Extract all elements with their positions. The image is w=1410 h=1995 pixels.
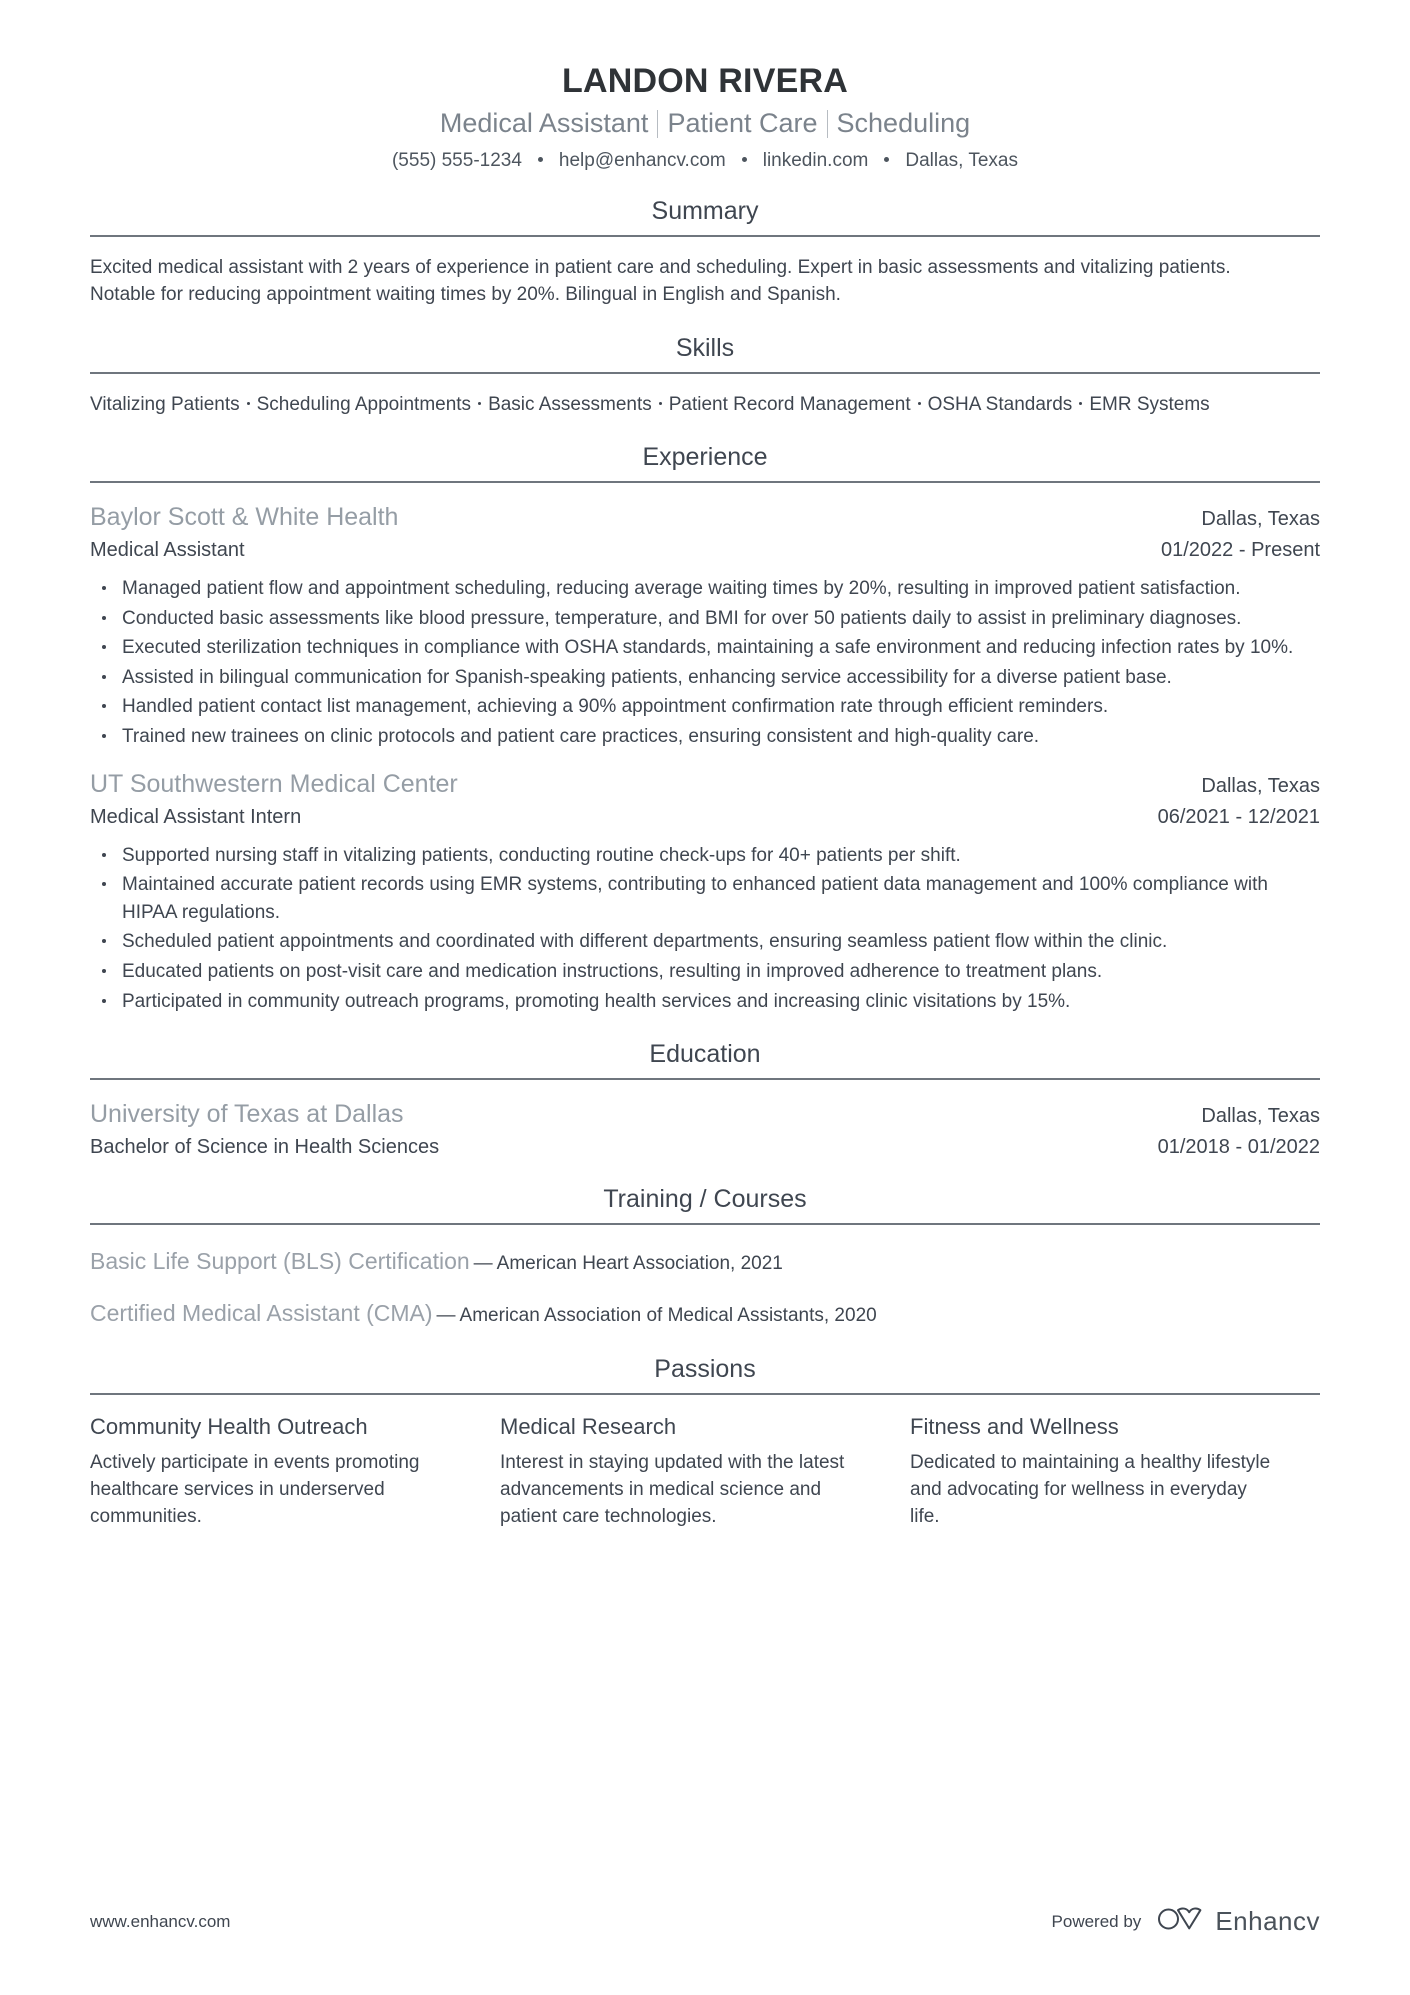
skill-item: Vitalizing Patients	[90, 393, 240, 415]
employer-location: Dallas, Texas	[1201, 508, 1320, 531]
section-divider	[90, 1078, 1320, 1080]
section-heading-training: Training / Courses	[603, 1184, 807, 1213]
section-summary	[90, 196, 1320, 309]
contact-location: Dallas, Texas	[905, 149, 1018, 171]
headline-part-1: Medical Assistant	[439, 108, 649, 139]
section-heading-experience: Experience	[642, 443, 768, 472]
passion-title: Community Health Outreach	[90, 1413, 368, 1439]
separator-dot-icon	[478, 402, 481, 405]
section-heading-education: Education	[649, 1040, 761, 1069]
degree-name: Bachelor of Science in Health Sciences	[90, 1135, 440, 1158]
enhancv-logo-icon	[1157, 1906, 1203, 1937]
powered-by-label: Powered by	[1051, 1911, 1142, 1931]
section-heading-passions: Passions	[654, 1354, 756, 1383]
entry-header-row	[90, 768, 1320, 801]
entry-subheader-row	[90, 804, 1320, 830]
achievement-item: Handled patient contact list management, achieving a 90% appointment confirmation rate through efficient reminders.	[90, 693, 1320, 721]
entry-subheader-row	[90, 537, 1320, 563]
skills-list	[90, 391, 1320, 419]
achievement-item: Assisted in bilingual communication for Spanish-speaking patients, enhancing service accessibility for a diverse patient base.	[90, 664, 1320, 692]
separator-dot-icon	[742, 157, 747, 162]
passion-item	[500, 1413, 910, 1532]
achievement-item: Managed patient flow and appointment scheduling, reducing average waiting times by 20%, resulting in improved patient satisfaction.	[90, 575, 1320, 603]
passions-grid	[90, 1413, 1320, 1532]
passion-description: Dedicated to maintaining a healthy lifestyle and advocating for wellness in everyday life.	[910, 1452, 1271, 1528]
school-name: University of Texas at Dallas	[90, 1100, 404, 1129]
employment-dates: 06/2021 - 12/2021	[1157, 805, 1320, 828]
page-title: LANDON RIVERA	[562, 62, 848, 100]
course-item	[90, 1297, 1320, 1330]
summary-text: Excited medical assistant with 2 years of experience in patient care and scheduling. Expert in basic assessments and vitalizing patients. Notable for reducing appointment waiting times by 20%. Bilingual in English and Spanish.	[90, 256, 1231, 306]
section-divider	[90, 1223, 1320, 1225]
achievement-item: Participated in community outreach programs, promoting health services and increasing clinic visitations by 15%.	[90, 988, 1320, 1016]
experience-entry	[90, 768, 1320, 1015]
passion-item	[90, 1413, 500, 1532]
enhancv-brand	[1157, 1906, 1320, 1937]
section-education	[90, 1039, 1320, 1160]
skill-item: OSHA Standards	[927, 393, 1073, 415]
passion-description: Actively participate in events promoting healthcare services in underserved communities.	[90, 1452, 420, 1528]
contact-info	[90, 150, 1320, 172]
achievement-list	[90, 575, 1320, 750]
contact-phone: (555) 555-1234	[391, 149, 522, 171]
enhancv-brand-name: Enhancv	[1215, 1906, 1320, 1936]
separator-dot-icon	[918, 402, 921, 405]
course-item	[90, 1245, 1320, 1278]
section-heading-skills: Skills	[675, 333, 735, 362]
separator-dot-icon	[1079, 402, 1082, 405]
achievement-item: Trained new trainees on clinic protocols and patient care practices, ensuring consistent and high-quality care.	[90, 723, 1320, 751]
achievement-item: Conducted basic assessments like blood pressure, temperature, and BMI for over 50 patients daily to assist in preliminary diagnoses.	[90, 605, 1320, 633]
skill-item: Basic Assessments	[488, 393, 652, 415]
employer-location: Dallas, Texas	[1201, 775, 1320, 798]
headline-part-3: Scheduling	[836, 108, 971, 139]
section-passions	[90, 1354, 1320, 1532]
passion-description: Interest in staying updated with the latest advancements in medical science and patient care technologies.	[500, 1452, 845, 1528]
employer-name: Baylor Scott & White Health	[90, 503, 399, 532]
headline-part-2: Patient Care	[667, 108, 818, 139]
section-experience	[90, 442, 1320, 1015]
achievement-item: Educated patients on post-visit care and medication instructions, resulting in improved adherence to treatment plans.	[90, 958, 1320, 986]
course-dash-separator: —	[436, 1305, 456, 1327]
job-title: Medical Assistant	[90, 538, 245, 561]
course-provider: American Heart Association, 2021	[496, 1252, 783, 1274]
passion-title: Medical Research	[500, 1413, 677, 1439]
entry-subheader-row	[90, 1134, 1320, 1160]
experience-entry	[90, 501, 1320, 750]
separator-dot-icon	[884, 157, 889, 162]
separator-dot-icon	[538, 157, 543, 162]
employment-dates: 01/2022 - Present	[1161, 538, 1320, 561]
page-footer	[90, 1906, 1320, 1937]
contact-linkedin[interactable]: linkedin.com	[762, 149, 869, 171]
entry-header-row	[90, 501, 1320, 534]
footer-branding	[1052, 1906, 1320, 1937]
course-dash-separator: —	[473, 1252, 493, 1274]
course-name: Certified Medical Assistant (CMA)	[90, 1300, 433, 1327]
section-training	[90, 1184, 1320, 1330]
section-skills	[90, 333, 1320, 419]
education-entries	[90, 1098, 1320, 1160]
education-entry	[90, 1098, 1320, 1160]
employer-name: UT Southwestern Medical Center	[90, 770, 458, 799]
passion-title: Fitness and Wellness	[910, 1413, 1119, 1439]
section-divider	[90, 372, 1320, 374]
education-dates: 01/2018 - 01/2022	[1157, 1135, 1320, 1158]
skill-item: EMR Systems	[1089, 393, 1210, 415]
professional-headline	[90, 107, 1320, 141]
separator-dot-icon	[659, 402, 662, 405]
achievement-item: Executed sterilization techniques in compliance with OSHA standards, maintaining a safe environment and reducing infection rates by 10%.	[90, 634, 1320, 662]
section-divider	[90, 481, 1320, 483]
training-entries	[90, 1245, 1320, 1330]
achievement-list	[90, 842, 1320, 1015]
school-location: Dallas, Texas	[1201, 1105, 1320, 1128]
experience-entries	[90, 501, 1320, 1015]
footer-website-url[interactable]: www.enhancv.com	[90, 1911, 231, 1931]
skill-item: Scheduling Appointments	[256, 393, 472, 415]
achievement-item: Supported nursing staff in vitalizing patients, conducting routine check-ups for 40+ patients per shift.	[90, 842, 1320, 870]
achievement-item: Maintained accurate patient records using EMR systems, contributing to enhanced patient data management and 100% compliance with HIPAA regulations.	[90, 871, 1320, 926]
section-divider	[90, 1393, 1320, 1395]
job-title: Medical Assistant Intern	[90, 805, 302, 828]
resume-header	[90, 0, 1320, 172]
achievement-item: Scheduled patient appointments and coordinated with different departments, ensuring seamless patient flow within the clinic.	[90, 928, 1320, 956]
entry-header-row	[90, 1098, 1320, 1131]
passion-item	[910, 1413, 1320, 1532]
contact-email[interactable]: help@enhancv.com	[558, 149, 726, 171]
separator-dot-icon	[247, 402, 250, 405]
course-name: Basic Life Support (BLS) Certification	[90, 1247, 470, 1274]
course-provider: American Association of Medical Assistants, 2020	[459, 1305, 877, 1327]
section-divider	[90, 235, 1320, 237]
section-heading-summary: Summary	[651, 196, 759, 225]
skill-item: Patient Record Management	[668, 393, 911, 415]
